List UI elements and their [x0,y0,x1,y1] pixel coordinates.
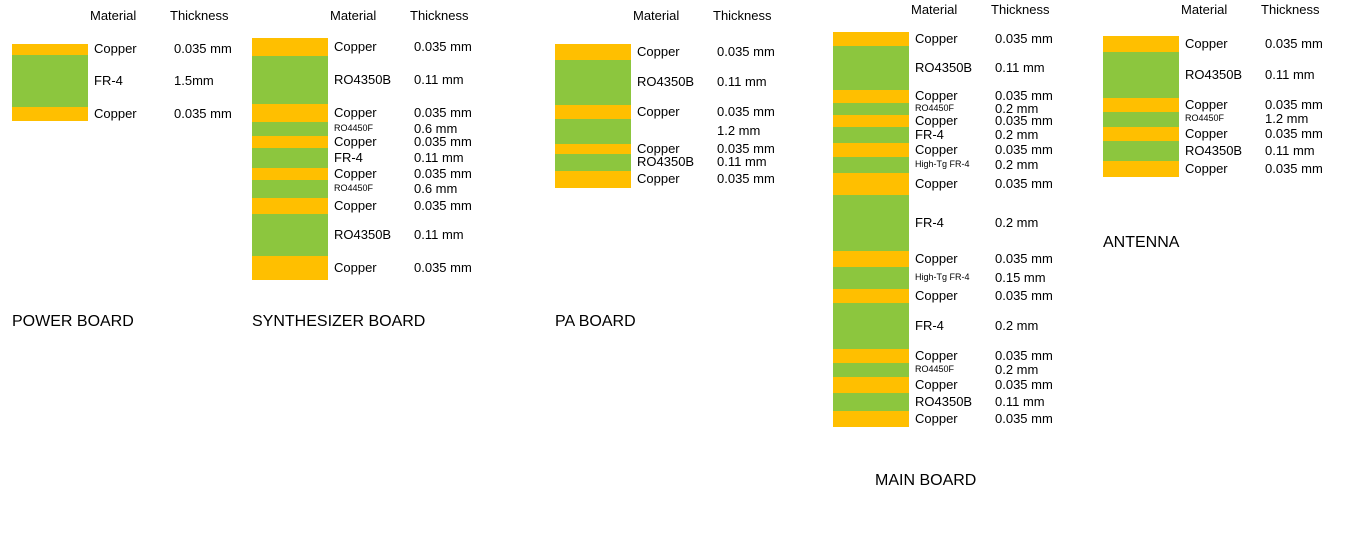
layer-row [833,349,909,363]
layer-row [1103,112,1179,127]
layer-row [1103,52,1179,98]
header-material: Material [911,2,958,17]
layer-thickness-label: 0.11 mm [1265,66,1315,82]
copper-layer-swatch [1103,161,1179,177]
layer-material-label: Copper [334,104,377,120]
layer-row [833,157,909,173]
layer-material-label: RO4450F [334,182,374,193]
layer-row [555,119,631,144]
board-title-power-board: POWER BOARD [12,313,134,330]
layer-thickness-label: 1.2 mm [1265,111,1309,126]
layer-row [833,115,909,127]
dielectric-layer-swatch [1103,141,1179,161]
layer-thickness-label: 0.035 mm [1265,160,1323,176]
layer-material-label: Copper [94,105,137,121]
layer-row [252,122,328,136]
copper-layer-swatch [833,349,909,363]
board-title-antenna: ANTENNA [1103,234,1180,251]
layer-thickness-label: 0.2 mm [995,100,1039,116]
layer-thickness-label: 0.035 mm [995,88,1053,103]
layer-thickness-label: 0.035 mm [995,250,1053,266]
layer-thickness-label: 0.11 mm [414,226,464,242]
dielectric-layer-swatch [833,303,909,349]
layer-thickness-label: 0.035 mm [717,171,775,186]
layer-material-label: Copper [915,287,958,303]
layer-thickness-label: 0.035 mm [717,103,775,119]
layer-material-label: Copper [334,38,377,54]
copper-layer-swatch [12,107,88,121]
layer-thickness-label: 0.035 mm [717,43,775,59]
layer-thickness-label: 0.2 mm [995,317,1039,333]
copper-layer-swatch [833,32,909,46]
board-title-synthesizer-board: SYNTHESIZER BOARD [252,313,426,330]
layer-material-label: Copper [915,88,958,103]
dielectric-layer-swatch [833,363,909,377]
layer-material-label: Copper [637,103,680,119]
layer-thickness-label: 0.035 mm [995,112,1053,128]
copper-layer-swatch [555,144,631,154]
layer-thickness-label: 0.11 mm [414,71,464,87]
layer-material-label: FR-4 [334,149,363,165]
layer-row [1103,127,1179,141]
layer-thickness-label: 0.035 mm [414,133,472,149]
layer-row [833,251,909,267]
layer-thickness-label: 0.2 mm [995,126,1039,142]
copper-layer-swatch [12,44,88,55]
layer-thickness-label: 0.035 mm [414,197,472,213]
layer-thickness-label: 0.035 mm [1265,125,1323,141]
dielectric-layer-swatch [833,157,909,173]
layer-material-label: Copper [915,175,958,191]
layer-material-label: FR-4 [915,214,944,230]
layer-thickness-label: 0.035 mm [414,165,472,181]
layer-thickness-label: 0.035 mm [414,259,472,275]
layer-row [833,393,909,411]
layer-material-label: RO4350B [637,154,695,169]
layer-material-label: RO4350B [1185,142,1243,158]
layer-thickness-label: 0.11 mm [717,74,767,89]
dielectric-layer-swatch [555,154,631,171]
layer-thickness-label: 1.5mm [174,72,214,88]
layer-thickness-label: 0.035 mm [995,347,1053,363]
layer-material-label: Copper [915,112,958,128]
copper-layer-swatch [555,44,631,60]
layer-row [252,148,328,168]
copper-layer-swatch [252,136,328,148]
dielectric-layer-swatch [252,56,328,104]
header-thickness: Thickness [170,8,229,23]
dielectric-layer-swatch [252,214,328,256]
header-thickness: Thickness [410,8,469,23]
layer-material-label: Copper [334,197,377,213]
copper-layer-swatch [1103,127,1179,141]
layer-row [1103,36,1179,52]
copper-layer-swatch [1103,36,1179,52]
layer-thickness-label: 0.15 mm [995,269,1046,285]
layer-material-label: High-Tg FR-4 [915,271,970,282]
layer-row [12,107,88,121]
layer-row [252,198,328,214]
layer-material-label: Copper [915,141,958,157]
layer-thickness-label: 0.035 mm [995,287,1053,303]
layer-material-label: RO4450F [1185,113,1225,123]
layer-material-label: RO4350B [1185,66,1243,82]
layer-material-label: RO4350B [637,74,695,89]
layer-material-label: Copper [1185,125,1228,141]
copper-layer-swatch [833,143,909,157]
layer-row [252,104,328,122]
layer-material-label: Copper [915,30,958,46]
layer-material-label: FR-4 [915,126,944,142]
layer-row [555,154,631,171]
layer-row [1103,98,1179,112]
layer-row [252,136,328,148]
header-material: Material [330,8,377,23]
layer-row [833,363,909,377]
layer-material-label: RO4450F [915,102,955,113]
layer-thickness-label: 0.11 mm [1265,142,1315,158]
board-title-pa-board: PA BOARD [555,313,636,330]
dielectric-layer-swatch [12,55,88,107]
header-thickness: Thickness [1261,2,1320,17]
layer-material-label: Copper [637,171,680,186]
layer-material-label: Copper [334,259,377,275]
layer-thickness-label: 0.035 mm [995,175,1053,191]
dielectric-layer-swatch [252,148,328,168]
layer-material-label: Copper [915,250,958,266]
layer-row [833,377,909,393]
copper-layer-swatch [833,173,909,195]
copper-layer-swatch [833,411,909,427]
layer-row [833,303,909,349]
dielectric-layer-swatch [252,180,328,198]
layer-thickness-label: 0.2 mm [995,214,1039,230]
header-material: Material [90,8,137,23]
dielectric-layer-swatch [555,60,631,105]
layer-thickness-label: 0.11 mm [717,154,767,169]
layer-thickness-label: 0.035 mm [414,104,472,120]
layer-thickness-label: 0.035 mm [717,140,775,156]
layer-thickness-label: 0.11 mm [995,393,1045,409]
layer-thickness-label: 0.035 mm [1265,35,1323,51]
layer-thickness-label: 0.6 mm [414,180,458,196]
layer-row [555,144,631,154]
header-material: Material [633,8,680,23]
layer-material-label: Copper [637,43,680,59]
layer-row [833,173,909,195]
dielectric-layer-swatch [1103,52,1179,98]
layer-row [252,56,328,104]
layer-row [12,55,88,107]
layer-material-label: Copper [334,133,377,149]
layer-row [555,44,631,60]
layer-row [833,32,909,46]
layer-material-label: RO4450F [334,122,374,133]
dielectric-layer-swatch [833,195,909,251]
header-material: Material [1181,2,1228,17]
layer-row [12,44,88,55]
layer-row [555,60,631,105]
layer-thickness-label: 0.035 mm [174,105,232,121]
layer-material-label: Copper [1185,96,1228,112]
layer-thickness-label: 0.6 mm [414,120,458,136]
layer-thickness-label: 0.035 mm [1265,96,1323,112]
layer-row [555,171,631,188]
layer-thickness-label: 0.035 mm [995,141,1053,157]
layer-thickness-label: 0.035 mm [174,41,232,56]
layer-material-label: RO4450F [915,363,955,374]
copper-layer-swatch [555,105,631,119]
layer-material-label: RO4350B [334,226,392,242]
dielectric-layer-swatch [1103,112,1179,127]
layer-material-label: High-Tg FR-4 [915,158,970,169]
layer-row [833,127,909,143]
dielectric-layer-swatch [555,119,631,144]
copper-layer-swatch [1103,98,1179,112]
layer-material-label: Copper [94,41,137,56]
copper-layer-swatch [833,251,909,267]
board-title-main-board: MAIN BOARD [875,472,977,489]
copper-layer-swatch [555,171,631,188]
layer-thickness-label: 0.2 mm [995,156,1039,172]
layer-row [833,267,909,289]
copper-layer-swatch [252,38,328,56]
layer-row [252,256,328,280]
dielectric-layer-swatch [833,393,909,411]
layer-row [833,143,909,157]
layer-thickness-label: 0.035 mm [995,410,1053,426]
layer-material-label: Copper [1185,160,1228,176]
layer-material-label: RO4350B [334,71,392,87]
layer-thickness-label: 0.035 mm [995,30,1053,46]
layer-row [833,46,909,90]
layer-row [833,289,909,303]
layer-row [252,38,328,56]
layer-material-label: Copper [915,376,958,392]
layer-material-label: Copper [1185,35,1228,51]
layer-thickness-label: 0.2 mm [995,361,1039,377]
dielectric-layer-swatch [833,127,909,143]
dielectric-layer-swatch [252,122,328,136]
header-thickness: Thickness [713,8,772,23]
layer-thickness-label: 1.2 mm [717,123,761,138]
layer-material-label: RO4350B [915,393,973,409]
layer-thickness-label: 0.035 mm [414,38,472,54]
layer-row [252,214,328,256]
copper-layer-swatch [833,90,909,103]
copper-layer-swatch [833,377,909,393]
layer-row [1103,161,1179,177]
layer-material-label: Copper [637,140,680,156]
layer-thickness-label: 0.11 mm [414,149,464,165]
layer-material-label: Copper [915,347,958,363]
layer-row [833,411,909,427]
layer-row [1103,141,1179,161]
layer-row [833,103,909,115]
layer-material-label: RO4350B [915,59,973,75]
layer-material-label: FR-4 [94,72,123,88]
dielectric-layer-swatch [833,46,909,90]
copper-layer-swatch [252,168,328,180]
dielectric-layer-swatch [833,103,909,115]
layer-material-label: FR-4 [915,317,944,333]
copper-layer-swatch [833,289,909,303]
layer-thickness-label: 0.035 mm [995,376,1053,392]
copper-layer-swatch [252,104,328,122]
layer-row [252,180,328,198]
layer-row [252,168,328,180]
layer-row [833,90,909,103]
header-thickness: Thickness [991,2,1050,17]
dielectric-layer-swatch [833,267,909,289]
layer-row [555,105,631,119]
copper-layer-swatch [833,115,909,127]
layer-thickness-label: 0.11 mm [995,59,1045,75]
layer-material-label: Copper [334,165,377,181]
copper-layer-swatch [252,198,328,214]
copper-layer-swatch [252,256,328,280]
layer-material-label: Copper [915,410,958,426]
layer-row [833,195,909,251]
